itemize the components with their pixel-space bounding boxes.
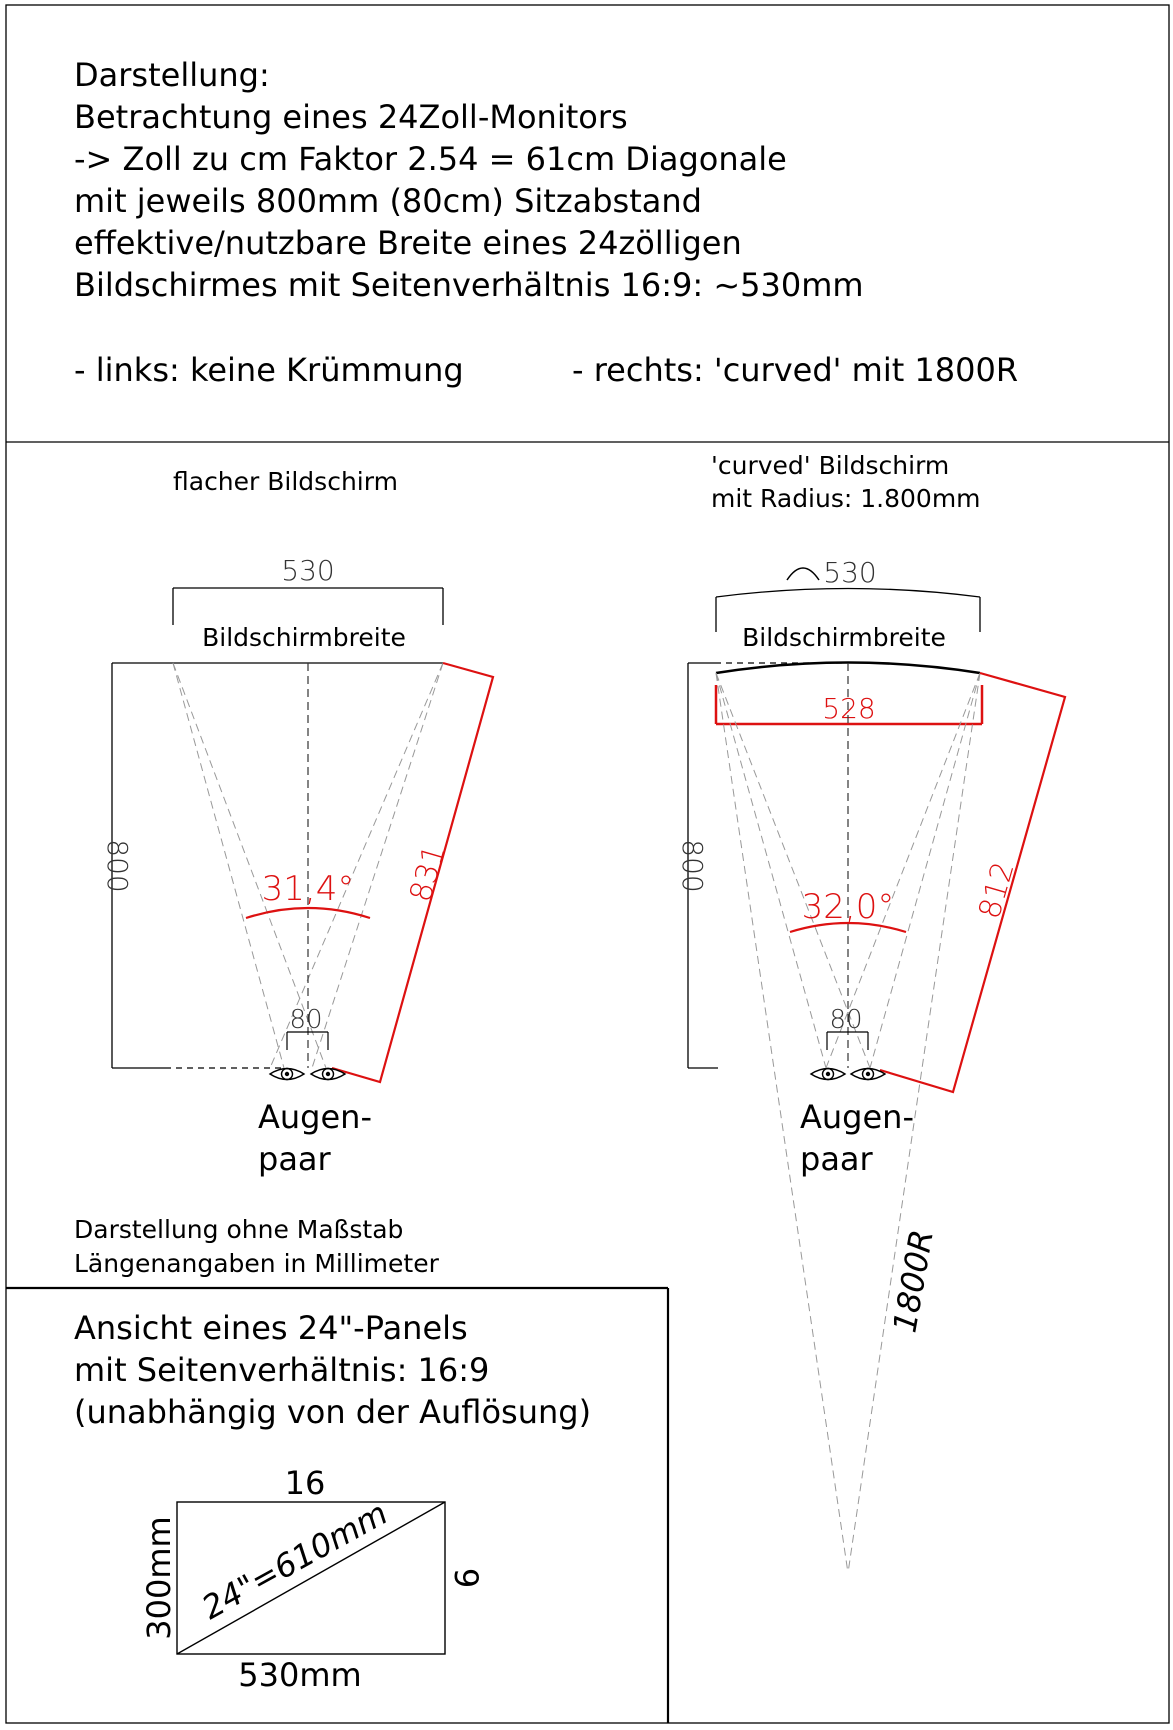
curved-title-1: 'curved' Bildschirm [711, 451, 950, 480]
header-left-note: - links: keine Krümmung [74, 351, 464, 389]
panel-top-label: 16 [284, 1464, 326, 1502]
flat-screen-diagram [101, 467, 493, 1178]
header-line-1: Darstellung: [74, 56, 270, 94]
flat-eyes-label-2: paar [258, 1140, 331, 1178]
flat-title: flacher Bildschirm [173, 467, 398, 496]
panel-left-label: 300mm [140, 1516, 178, 1640]
flat-width-label: Bildschirmbreite [202, 623, 406, 652]
curved-chord-dim: 528 [822, 692, 876, 725]
curved-eyes-label-1: Augen- [800, 1098, 914, 1136]
panel-view [74, 1309, 591, 1694]
curved-width-label: Bildschirmbreite [742, 623, 946, 652]
flat-angle-label: 31,4° [261, 869, 355, 909]
panel-title-3: (unabhängig von der Auflösung) [74, 1393, 592, 1431]
header-right-note: - rechts: 'curved' mit 1800R [572, 351, 1019, 389]
curved-eyes-label-2: paar [800, 1140, 873, 1178]
flat-distance-dim: 800 [101, 839, 134, 893]
header-text [74, 56, 1018, 389]
panel-title-1: Ansicht eines 24"-Panels [74, 1309, 468, 1347]
curved-left-eye-icon [811, 1069, 845, 1080]
flat-eye-dim: 80 [289, 1005, 323, 1035]
curved-arc-dim: 530 [823, 556, 877, 589]
panel-diagonal-label: 24"=610mm [195, 1493, 394, 1627]
curved-right-eye-icon [851, 1069, 885, 1080]
header-line-3: -> Zoll zu cm Faktor 2.54 = 61cm Diagonale [74, 140, 787, 178]
header-line-6: Bildschirmes mit Seitenverhältnis 16:9: ~530mm [74, 266, 864, 304]
panel-right-label: 9 [447, 1567, 485, 1589]
flat-left-eye-icon [270, 1069, 304, 1080]
flat-diagonal-dim: 831 [403, 841, 453, 906]
curved-eye-dim: 80 [829, 1005, 863, 1035]
panel-bottom-label: 530mm [238, 1656, 362, 1694]
curved-title-2: mit Radius: 1.800mm [711, 484, 981, 513]
curved-diagonal-dim: 812 [972, 858, 1022, 923]
header-line-5: effektive/nutzbare Breite eines 24zölligen [74, 224, 742, 262]
curved-radius-label: 1800R [885, 1226, 941, 1336]
flat-eyes-label-1: Augen- [258, 1098, 372, 1136]
header-line-4: mit jeweils 800mm (80cm) Sitzabstand [74, 182, 702, 220]
curved-diagonal-dim-line [880, 673, 1065, 1092]
curved-distance-dim: 800 [676, 839, 709, 893]
arc-symbol-icon [787, 568, 819, 580]
panel-diagonal [177, 1502, 445, 1654]
note-units: Längenangaben in Millimeter [74, 1249, 439, 1278]
panel-title-2: mit Seitenverhältnis: 16:9 [74, 1351, 490, 1389]
note-scale: Darstellung ohne Maßstab [74, 1215, 404, 1244]
notes [74, 1215, 440, 1278]
curved-angle-label: 32,0° [801, 887, 895, 927]
header-line-2: Betrachtung eines 24Zoll-Monitors [74, 98, 628, 136]
curved-screen-diagram [676, 451, 1065, 1573]
flat-width-dim: 530 [281, 554, 335, 587]
